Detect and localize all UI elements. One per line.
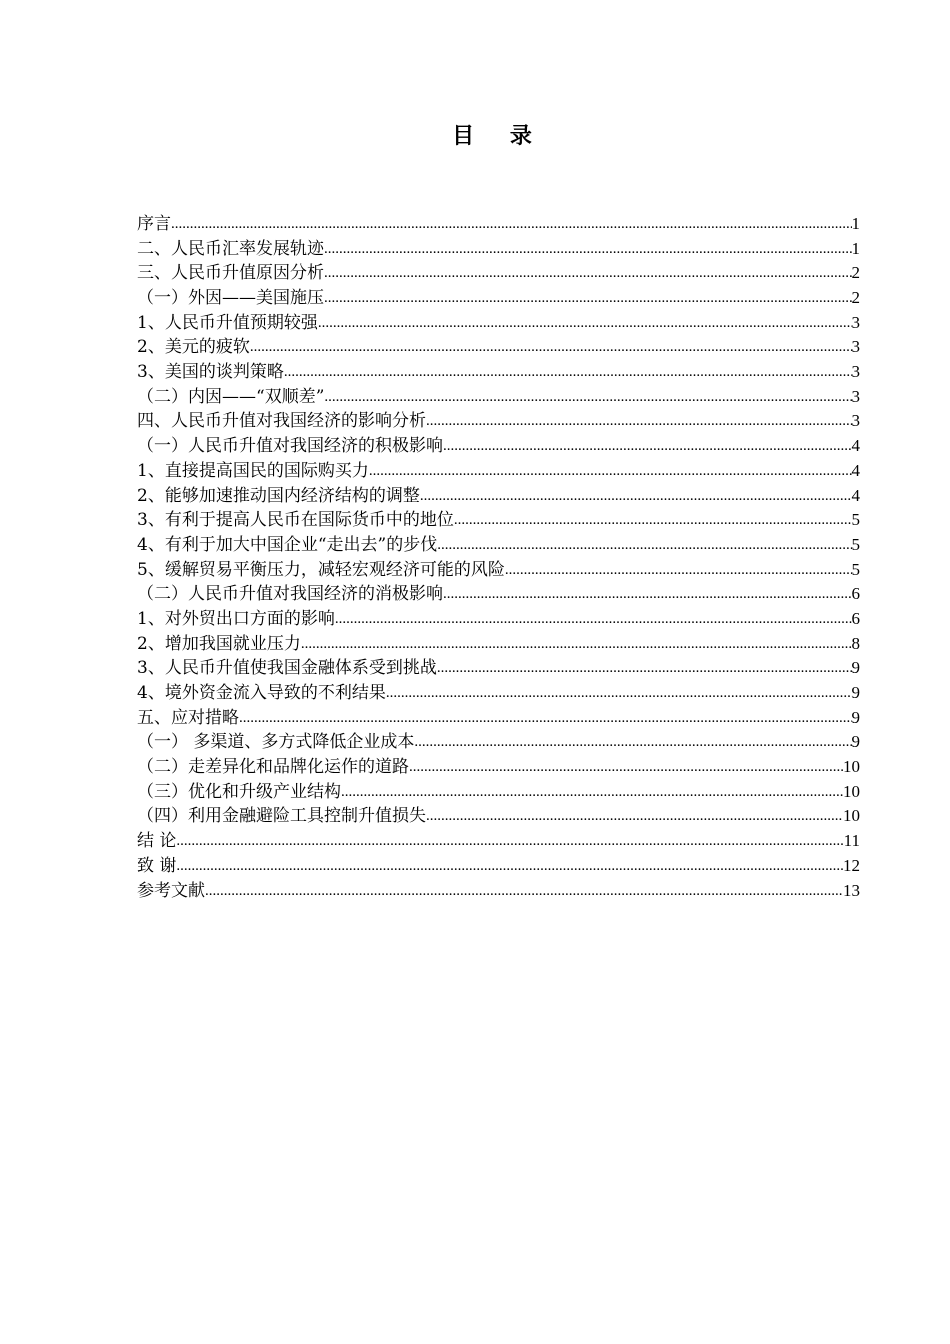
toc-entry[interactable]	[137, 730, 860, 755]
toc-entry-label: 2、美元的疲软	[137, 337, 250, 358]
toc-entry-label: 4、有利于加大中国企业“走出去”的步伐	[137, 534, 438, 555]
dot-leader	[176, 854, 843, 879]
toc-entry[interactable]	[137, 879, 860, 904]
toc-entry[interactable]	[137, 805, 860, 830]
dot-leader	[324, 237, 852, 262]
toc-title: 目 录	[452, 124, 546, 149]
toc-entry[interactable]	[137, 533, 860, 558]
toc-entry[interactable]	[137, 237, 860, 262]
toc-entry-label: 三、人民币升值原因分析	[137, 263, 324, 284]
toc-entry-label: 4、境外资金流入导致的不利结果	[137, 683, 386, 704]
toc-entry-page: 4	[851, 460, 860, 480]
dot-leader	[341, 780, 843, 805]
toc-entry-label: 3、有利于提高人民币在国际货币中的地位	[137, 510, 454, 531]
dot-leader	[386, 681, 852, 706]
toc-entry[interactable]	[137, 335, 860, 360]
toc-entry-label: 二、人民币汇率发展轨迹	[137, 238, 324, 259]
dot-leader	[443, 434, 852, 459]
toc-entry-label: 3、人民币升值使我国金融体系受到挑战	[137, 658, 437, 679]
toc-entry-page: 2	[851, 263, 860, 283]
toc-entry[interactable]	[137, 656, 860, 681]
dot-leader	[369, 459, 852, 484]
toc-entry-page: 3	[851, 312, 860, 332]
dot-leader	[324, 286, 852, 311]
toc-entry-label: （四）利用金融避险工具控制升值损失	[137, 806, 426, 827]
toc-entry-label: 1、人民币升值预期较强	[137, 312, 318, 333]
toc-entry-label: 四、人民币升值对我国经济的影响分析	[137, 411, 426, 432]
toc-entry-label: 1、对外贸出口方面的影响	[137, 608, 335, 629]
toc-entry-page: 1	[851, 238, 860, 258]
toc-entry-label: 致 谢	[137, 855, 177, 876]
dot-leader	[324, 385, 851, 410]
dot-leader	[437, 656, 852, 681]
toc-entry-page: 10	[843, 806, 860, 826]
toc-entry-page: 6	[851, 584, 860, 604]
dot-leader	[505, 558, 852, 583]
toc-entry-page: 3	[851, 337, 860, 357]
toc-entry-page: 5	[851, 559, 860, 579]
toc-entry-label: （一）人民币升值对我国经济的积极影响	[137, 436, 443, 457]
dot-leader	[426, 409, 852, 434]
dot-leader	[171, 212, 852, 237]
dot-leader	[443, 582, 852, 607]
toc-entry-label: 3、美国的谈判策略	[137, 362, 284, 383]
toc-entry-page: 9	[851, 732, 860, 752]
toc-entry[interactable]	[137, 261, 860, 286]
toc-entry[interactable]	[137, 558, 860, 583]
toc-entry-label: 2、能够加速推动国内经济结构的调整	[137, 485, 420, 506]
toc-entry-label: （二）走差异化和品牌化运作的道路	[137, 757, 409, 778]
toc-entry-page: 8	[851, 633, 860, 653]
toc-entry-page: 9	[851, 707, 860, 727]
toc-entry-page: 6	[851, 608, 860, 628]
toc-entry-page: 3	[851, 386, 860, 406]
dot-leader	[420, 484, 852, 509]
toc-entry[interactable]	[137, 607, 860, 632]
toc-entry-page: 1	[851, 213, 860, 233]
toc-entry-page: 3	[851, 411, 860, 431]
dot-leader	[318, 311, 852, 336]
toc-entry-label: 1、直接提高国民的国际购买力	[137, 460, 369, 481]
toc-entry[interactable]	[137, 755, 860, 780]
toc-entry[interactable]	[137, 829, 860, 854]
dot-leader	[335, 607, 852, 632]
toc-entry[interactable]	[137, 681, 860, 706]
toc-entry-page: 4	[851, 485, 860, 505]
toc-entry[interactable]	[137, 484, 860, 509]
dot-leader	[437, 533, 851, 558]
toc-entry-page: 13	[843, 880, 860, 900]
toc-entry[interactable]	[137, 780, 860, 805]
dot-leader	[176, 829, 843, 854]
toc-entry[interactable]	[137, 410, 860, 435]
toc-entry[interactable]	[137, 706, 860, 731]
toc-entry-page: 9	[851, 683, 860, 703]
dot-leader	[324, 261, 852, 286]
toc-entry-page: 9	[851, 658, 860, 678]
toc-entry[interactable]	[137, 385, 860, 410]
toc-entry[interactable]	[137, 854, 860, 879]
toc-entry[interactable]	[137, 434, 860, 459]
toc-entry-page: 5	[851, 534, 860, 554]
toc-entry-label: 结 论	[137, 831, 177, 852]
table-of-contents	[137, 212, 860, 903]
toc-entry-page: 12	[843, 855, 860, 875]
toc-entry-page: 2	[851, 288, 860, 308]
dot-leader	[239, 706, 852, 731]
toc-entry-page: 11	[843, 831, 860, 851]
toc-entry[interactable]	[137, 508, 860, 533]
toc-entry-label: （一） 多渠道、多方式降低企业成本	[137, 732, 415, 753]
dot-leader	[205, 879, 843, 904]
toc-entry-label: （二）内因——“双顺差”	[137, 386, 325, 407]
toc-entry-page: 3	[851, 362, 860, 382]
toc-entry-label: （一）外因——美国施压	[137, 288, 324, 309]
toc-entry-label: 2、增加我国就业压力	[137, 633, 301, 654]
toc-entry[interactable]	[137, 311, 860, 336]
dot-leader	[454, 508, 852, 533]
toc-entry[interactable]	[137, 286, 860, 311]
toc-entry[interactable]	[137, 582, 860, 607]
toc-entry-label: （二）人民币升值对我国经济的消极影响	[137, 584, 443, 605]
toc-entry-page: 10	[843, 781, 860, 801]
toc-entry-page: 10	[843, 757, 860, 777]
toc-entry[interactable]	[137, 212, 860, 237]
dot-leader	[414, 730, 851, 755]
toc-entry-label: 5、缓解贸易平衡压力，减轻宏观经济可能的风险	[137, 559, 505, 580]
toc-entry-page: 4	[851, 436, 860, 456]
toc-entry-label: 五、应对措略	[137, 707, 239, 728]
toc-entry-label: 序言	[137, 213, 171, 234]
toc-entry[interactable]	[137, 360, 860, 385]
toc-entry-label: 参考文献	[137, 880, 205, 901]
toc-entry-label: （三）优化和升级产业结构	[137, 781, 341, 802]
toc-entry[interactable]	[137, 632, 860, 657]
toc-entry-page: 5	[851, 510, 860, 530]
toc-entry[interactable]	[137, 459, 860, 484]
dot-leader	[426, 804, 843, 829]
dot-leader	[250, 335, 852, 360]
dot-leader	[284, 360, 852, 385]
dot-leader	[301, 632, 852, 657]
dot-leader	[409, 755, 843, 780]
